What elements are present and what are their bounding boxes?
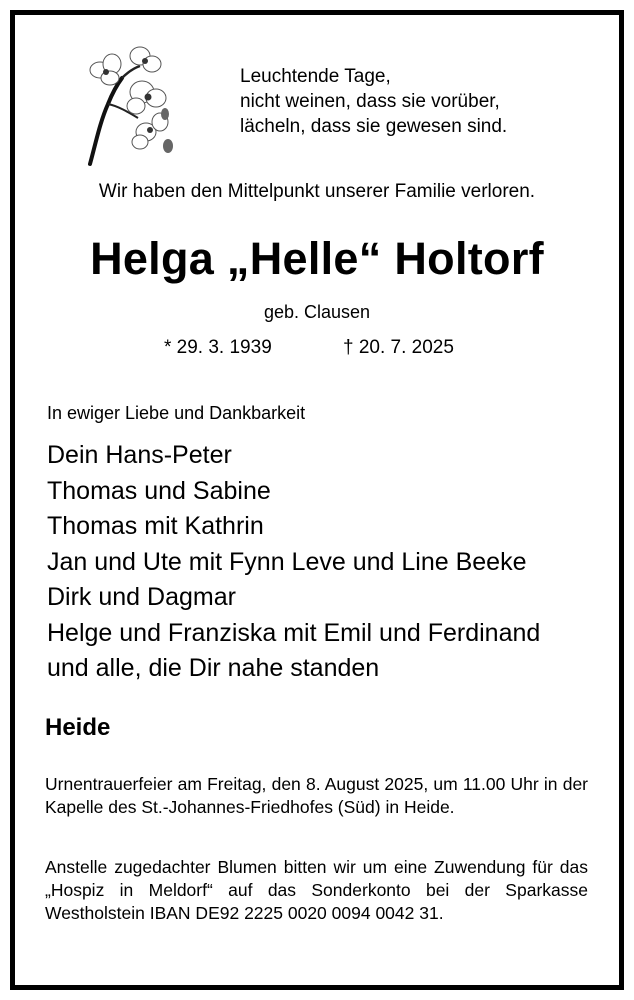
death-date: † 20. 7. 2025 [343, 337, 454, 358]
mourner-line: Jan und Ute mit Fynn Leve und Line Beeke [47, 547, 527, 576]
mourner-line: Thomas und Sabine [47, 476, 271, 505]
mourner-line: und alle, die Dir nahe standen [47, 654, 380, 682]
city-name: Heide [45, 714, 111, 741]
mourner-line: Dirk und Dagmar [47, 583, 236, 611]
funeral-info: Urnentrauerfeier am Freitag, den 8. August 2025, um 11.00 Uhr in der Kapelle des St.-Johannes-Friedhofes (Süd) in Heide. [45, 774, 588, 817]
poem-line: Leuchtende Tage, [240, 66, 391, 87]
deceased-name: Helga „Helle“ Holtorf [90, 233, 544, 284]
poem-line: nicht weinen, dass sie vorüber, [240, 91, 500, 112]
poem [240, 64, 600, 139]
mourners-list [47, 438, 617, 687]
mourners-intro: In ewiger Liebe und Dankbarkeit [47, 403, 306, 423]
birth-name: geb. Clausen [263, 302, 371, 322]
mourner-line: Helge und Franziska mit Emil und Ferdinand [47, 618, 541, 647]
mourner-line: Thomas mit Kathrin [47, 512, 264, 540]
donation-info: Anstelle zugedachter Blumen bitten wir um eine Zuwendung für das „Hospiz in Meldorf“ auf das Sonderkonto bei der Sparkasse Westholstein IBAN DE92 2225 0020 0094 0042 31. [45, 857, 588, 923]
orchid-branch-icon [82, 42, 182, 167]
mourner-line: Dein Hans-Peter [47, 441, 232, 469]
intro-text: Wir haben den Mittelpunkt unserer Familie verloren. [98, 181, 536, 202]
life-dates [0, 336, 634, 360]
poem-line: lächeln, dass sie gewesen sind. [240, 116, 508, 137]
birth-date: * 29. 3. 1939 [164, 337, 272, 358]
